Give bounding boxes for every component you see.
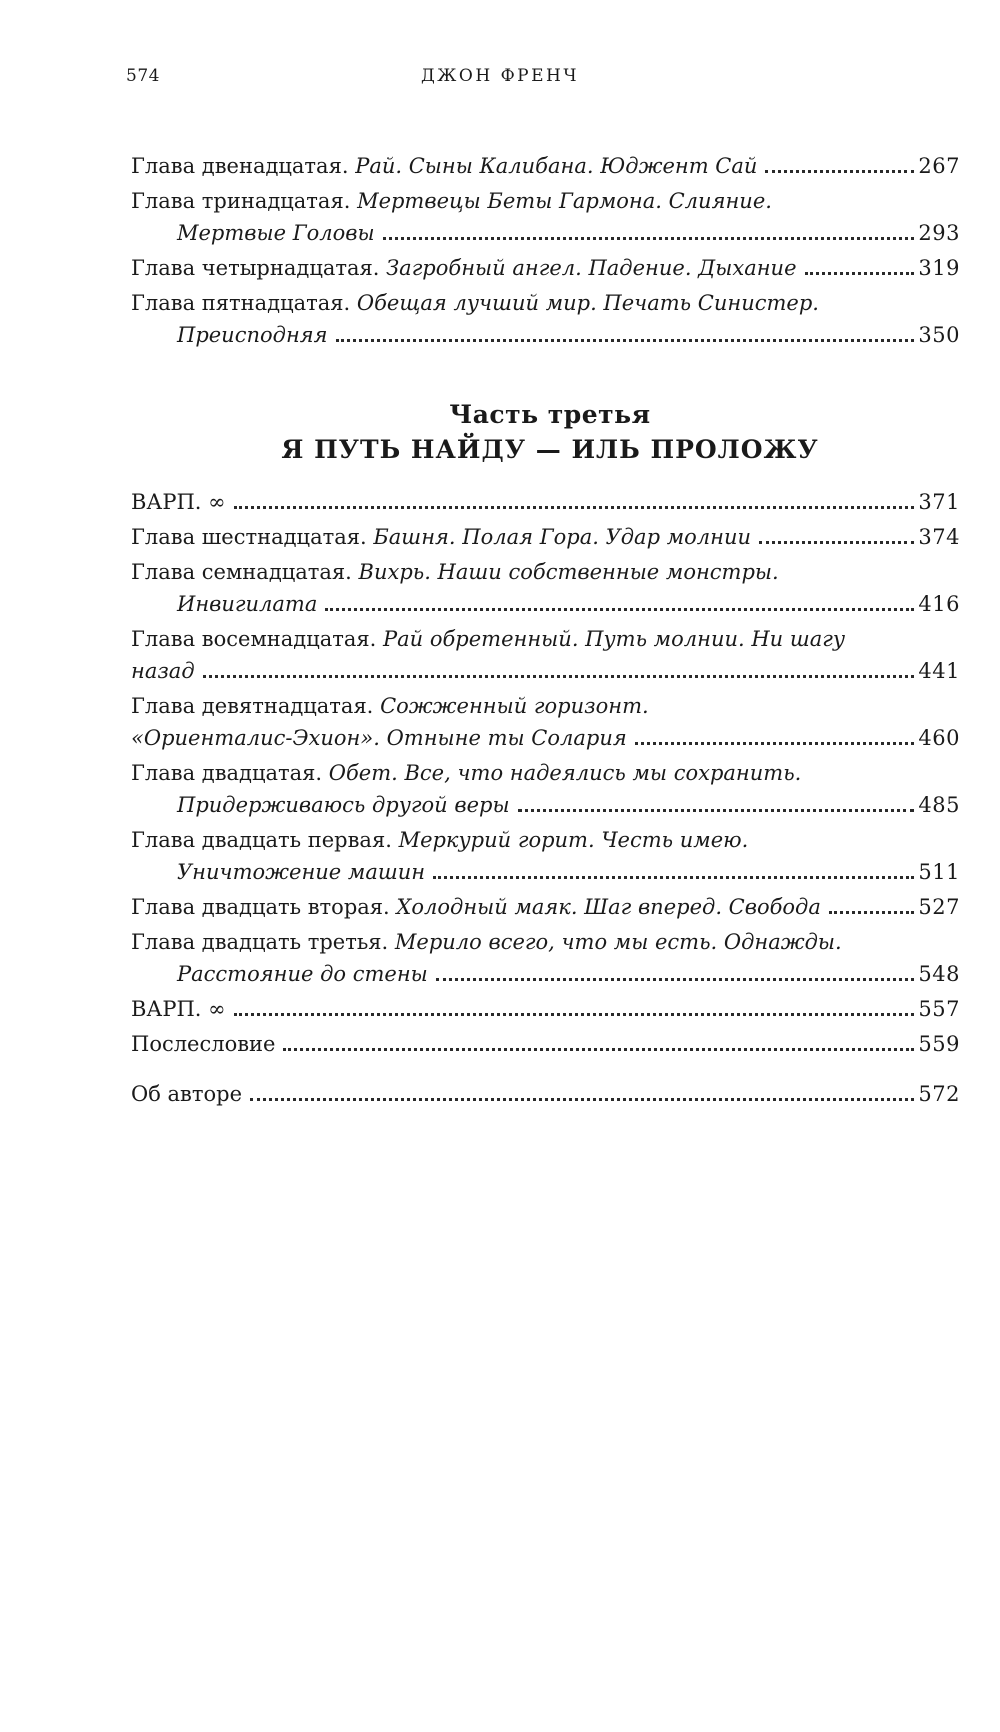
leader-dots <box>325 608 914 611</box>
toc-entry <box>131 1078 960 1110</box>
chapter-label: Глава шестнадцатая. <box>131 525 367 549</box>
page-ref: 350 <box>918 323 960 347</box>
page-ref: 460 <box>918 726 960 750</box>
toc-entry <box>131 556 960 620</box>
toc-entry <box>131 623 960 687</box>
chapter-title-continued: «Ориенталис-Эхион». Отныне ты Солария <box>131 726 627 750</box>
page-ref: 319 <box>918 256 960 280</box>
leader-dots <box>336 339 915 342</box>
toc-entry <box>131 252 960 284</box>
toc-section-top <box>131 150 960 354</box>
toc-entry <box>131 185 960 249</box>
leader-dots <box>250 1098 914 1101</box>
toc-entry <box>131 287 960 351</box>
toc-entry <box>131 993 960 1025</box>
toc-section-part3 <box>131 486 960 1113</box>
leader-dots <box>234 506 915 509</box>
page-ref: 441 <box>918 659 960 683</box>
chapter-label: Глава тринадцатая. <box>131 189 351 213</box>
toc-entry <box>131 486 960 518</box>
page-ref: 485 <box>918 793 960 817</box>
chapter-label: Глава двадцать первая. <box>131 828 392 852</box>
page-ref: 416 <box>918 592 960 616</box>
leader-dots <box>765 170 914 173</box>
leader-dots <box>203 675 915 678</box>
leader-dots <box>759 541 914 544</box>
page-ref: 572 <box>918 1082 960 1106</box>
chapter-title: Сожженный горизонт. <box>380 694 649 718</box>
chapter-label: Глава пятнадцатая. <box>131 291 351 315</box>
page-number: 574 <box>126 66 160 86</box>
chapter-title: Загробный ангел. Падение. Дыхание <box>386 256 797 280</box>
chapter-title: Обет. Все, что надеялись мы сохранить. <box>328 761 802 785</box>
chapter-title-continued: Преисподняя <box>177 323 328 347</box>
chapter-title: Обещая лучший мир. Печать Синистер. <box>356 291 819 315</box>
page-ref: 371 <box>918 490 960 514</box>
part-heading <box>0 398 1000 468</box>
leader-dots <box>805 272 915 275</box>
page-ref: 548 <box>918 962 960 986</box>
leader-dots <box>383 237 915 240</box>
chapter-title-continued: назад <box>131 659 195 683</box>
leader-dots <box>283 1048 914 1051</box>
chapter-label: Глава двадцать третья. <box>131 930 389 954</box>
page-ref: 511 <box>918 860 960 884</box>
running-title: ДЖОН ФРЕНЧ <box>420 66 579 86</box>
chapter-label: Послесловие <box>131 1032 276 1056</box>
chapter-label: Об авторе <box>131 1082 243 1106</box>
chapter-title-continued: Мертвые Головы <box>177 221 375 245</box>
chapter-title: Холодный маяк. Шаг вперед. Свобода <box>396 895 821 919</box>
leader-dots <box>635 742 915 745</box>
toc-entry <box>131 824 960 888</box>
page-ref: 267 <box>918 154 960 178</box>
leader-dots <box>518 809 915 812</box>
chapter-label: Глава двадцатая. <box>131 761 323 785</box>
chapter-title: Мерило всего, что мы есть. Однажды. <box>394 930 842 954</box>
page-ref: 293 <box>918 221 960 245</box>
chapter-label: ВАРП. ∞ <box>131 997 226 1021</box>
chapter-title-continued: Инвигилата <box>177 592 318 616</box>
page-ref: 374 <box>918 525 960 549</box>
chapter-label: ВАРП. ∞ <box>131 490 226 514</box>
chapter-title: Мертвецы Беты Гармона. Слияние. <box>357 189 772 213</box>
chapter-label: Глава восемнадцатая. <box>131 627 377 651</box>
part-number: Часть третья <box>449 400 651 429</box>
chapter-title: Вихрь. Наши собственные монстры. <box>358 560 779 584</box>
page-ref: 527 <box>918 895 960 919</box>
toc-entry <box>131 891 960 923</box>
toc-entry <box>131 926 960 990</box>
chapter-label: Глава двенадцатая. <box>131 154 349 178</box>
leader-dots <box>829 911 915 914</box>
toc-entry <box>131 150 960 182</box>
chapter-title: Меркурий горит. Честь имею. <box>398 828 749 852</box>
page-ref: 559 <box>918 1032 960 1056</box>
chapter-title: Башня. Полая Гора. Удар молнии <box>373 525 751 549</box>
chapter-title-continued: Расстояние до стены <box>177 962 428 986</box>
chapter-label: Глава семнадцатая. <box>131 560 352 584</box>
chapter-label: Глава четырнадцатая. <box>131 256 380 280</box>
leader-dots <box>433 876 914 879</box>
toc-entry <box>131 690 960 754</box>
toc-entry <box>131 521 960 553</box>
chapter-title-continued: Уничтожение машин <box>177 860 426 884</box>
page-ref: 557 <box>918 997 960 1021</box>
chapter-title: Рай. Сыны Калибана. Юджент Сай <box>355 154 758 178</box>
page-header <box>126 66 874 100</box>
chapter-label: Глава девятнадцатая. <box>131 694 374 718</box>
toc-entry <box>131 1028 960 1060</box>
chapter-label: Глава двадцать вторая. <box>131 895 390 919</box>
leader-dots <box>436 978 915 981</box>
leader-dots <box>234 1013 915 1016</box>
toc-entry <box>131 757 960 821</box>
part-title: Я ПУТЬ НАЙДУ — ИЛЬ ПРОЛОЖУ <box>281 435 819 464</box>
chapter-title: Рай обретенный. Путь молнии. Ни шагу <box>383 627 846 651</box>
chapter-title-continued: Придерживаюсь другой веры <box>177 793 510 817</box>
